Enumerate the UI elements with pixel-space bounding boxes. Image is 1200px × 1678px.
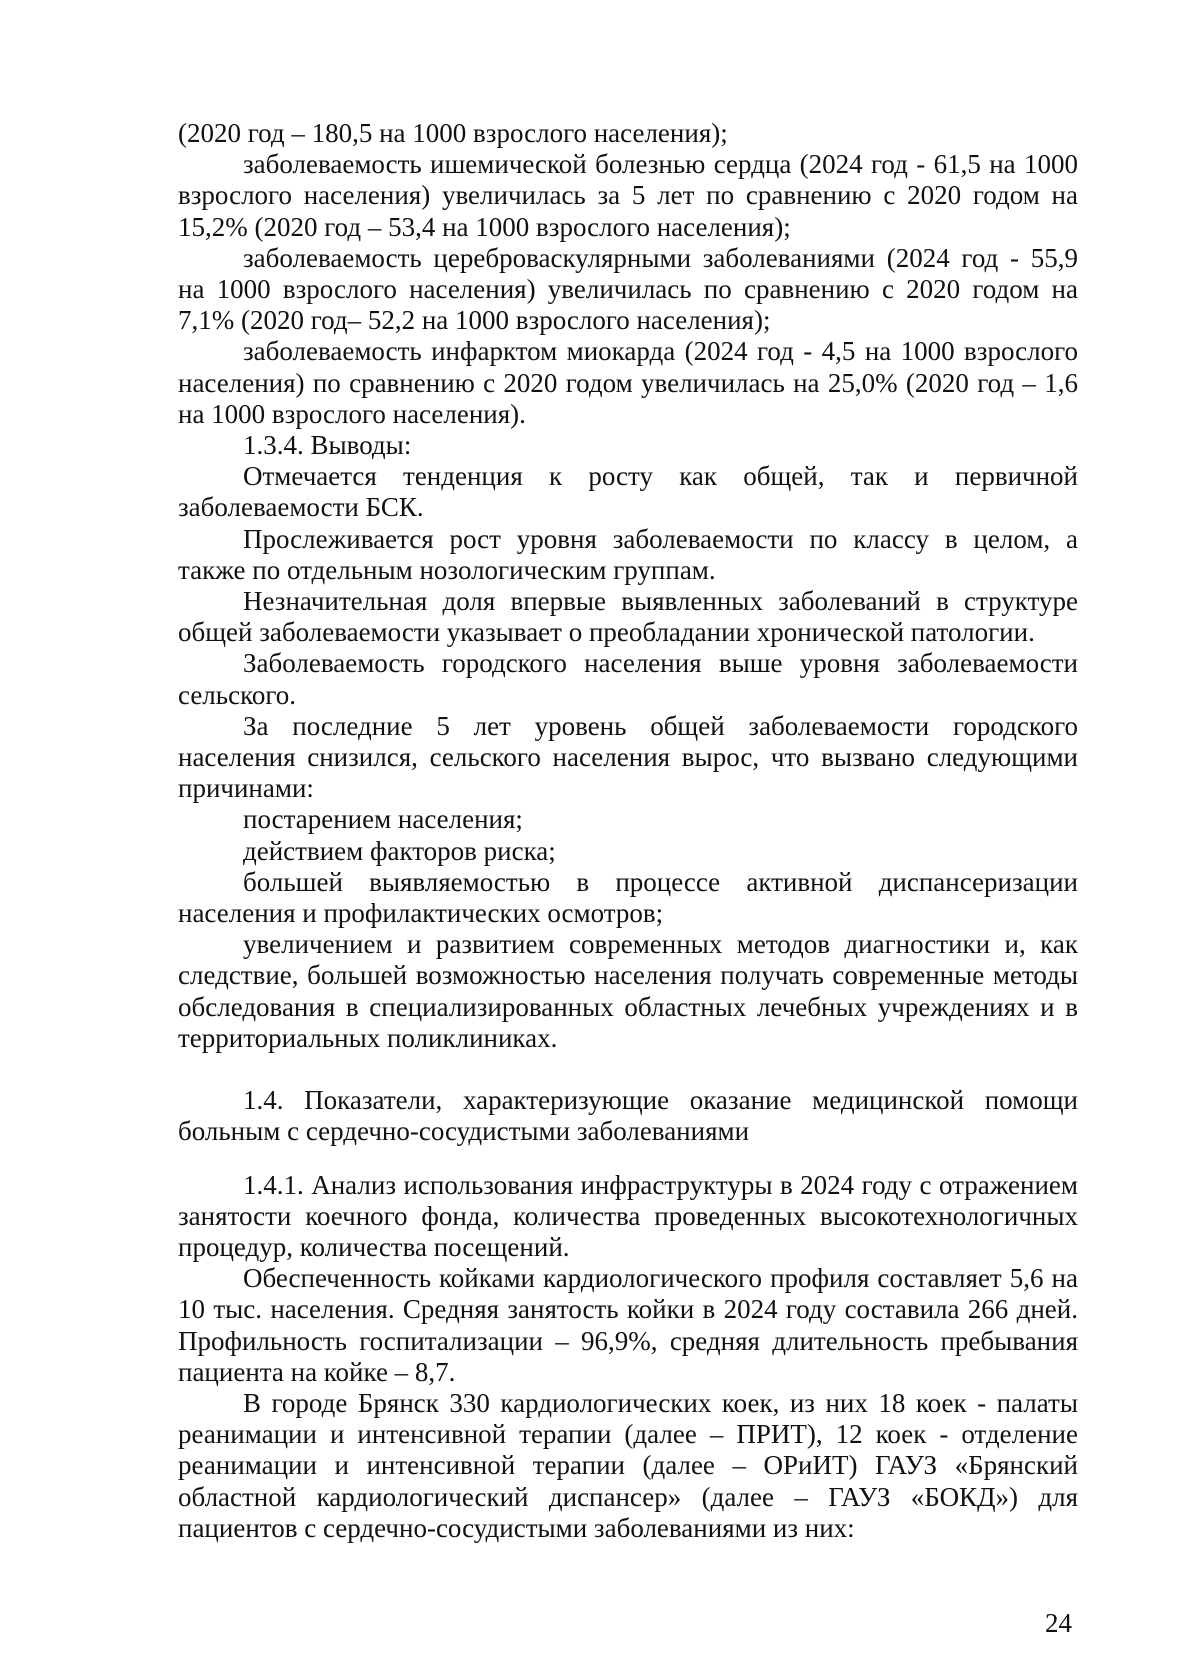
paragraph-urban-rural: Заболеваемость городского населения выше уровня заболеваемости сельского.	[178, 648, 1078, 710]
paragraph-bed-supply: Обеспеченность койками кардиологического профиля составляет 5,6 на 10 тыс. населения. Средняя занятость койки в 2024 году составила 266 дней. Профильность госпитализации – 96,9%, средняя длительность пребывания пациента на койке – 8,7.	[178, 1263, 1078, 1387]
list-item-screening: большей выявляемостью в процессе активной диспансеризации населения и профилактических осмотров;	[178, 866, 1078, 929]
paragraph-ihd: заболеваемость ишемической болезнью сердца (2024 год - 61,5 на 1000 взрослого населения) увеличилась за 5 лет по сравнению с 2020 годом на 15,2% (2020 год – 53,4 на 1000 взрослого населения);	[178, 149, 1078, 242]
section-heading-1-3-4: 1.3.4. Выводы:	[243, 430, 412, 461]
document-page	[178, 118, 1078, 1544]
list-item-diagnostics: увеличением и развитием современных методов диагностики и, как следствие, большей возможностью населения получать современные методы обследования в специализированных областных лечебных учреждениях и в территориальных поликлиниках.	[178, 929, 1078, 1053]
list-item-risk-factors: действием факторов риска;	[243, 835, 556, 866]
section-heading-1-4: 1.4. Показатели, характеризующие оказание медицинской помощи больным с сердечно-сосудистыми заболеваниями	[178, 1085, 1078, 1147]
paragraph-growth: Прослеживается рост уровня заболеваемости по классу в целом, а также по отдельным нозологическим группам.	[178, 523, 1078, 585]
paragraph-trend: Отмечается тенденция к росту как общей, так и первичной заболеваемости БСК.	[178, 461, 1078, 523]
paragraph-chronic: Незначительная доля впервые выявленных заболеваний в структуре общей заболеваемости указывает о преобладании хронической патологии.	[178, 586, 1078, 648]
paragraph-bryansk-beds: В городе Брянск 330 кардиологических коек, из них 18 коек - палаты реанимации и интенсивной терапии (далее – ПРИТ), 12 коек - отделение реанимации и интенсивной терапии (далее – ОРиИТ) ГАУЗ «Брянский областной кардиологический диспансер» (далее – ГАУЗ «БОКД») для пациентов с сердечно-сосудистыми заболеваниями из них:	[178, 1387, 1078, 1543]
paragraph-myocardial-infarction: заболеваемость инфарктом миокарда (2024 год - 4,5 на 1000 взрослого населения) по сравнению с 2020 годом увеличилась на 25,0% (2020 год – 1,6 на 1000 взрослого населения).	[178, 336, 1078, 429]
paragraph-continuation: (2020 год – 180,5 на 1000 взрослого населения);	[178, 118, 728, 148]
paragraph-reasons-intro: За последние 5 лет уровень общей заболеваемости городского населения снизился, сельского населения вырос, что вызвано следующими причинами:	[178, 710, 1078, 804]
section-heading-1-4-1: 1.4.1. Анализ использования инфраструктуры в 2024 году с отражением занятости коечного фонда, количества проведенных высокотехнологичных процедур, количества посещений.	[178, 1169, 1078, 1262]
paragraph-cerebrovascular: заболеваемость цереброваскулярными заболеваниями (2024 год - 55,9 на 1000 взрослого населения) увеличилась по сравнению с 2020 годом на 7,1% (2020 год– 52,2 на 1000 взрослого населения);	[178, 242, 1078, 336]
list-item-aging: постарением населения;	[243, 804, 523, 835]
page-number: 24	[1045, 1608, 1072, 1638]
